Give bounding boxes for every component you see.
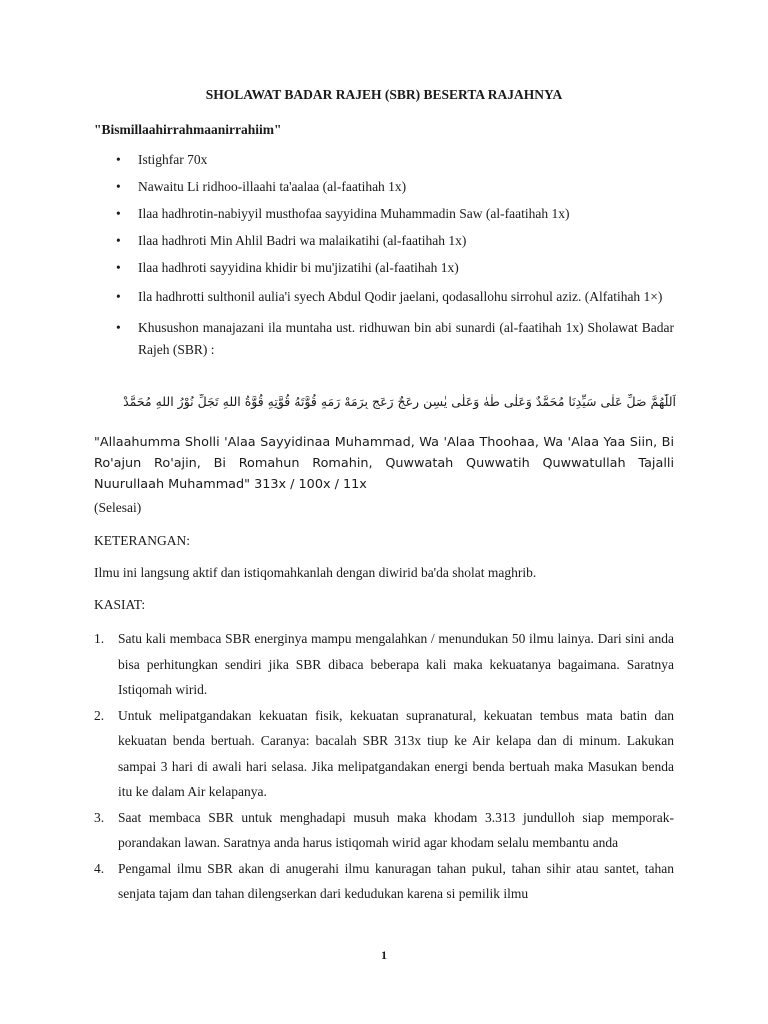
arabic-sholawat-text: اَللّٰهُمَّ صَلِّ عَلٰى سَيِّدِنَا مُحَمَّدٌ وَعَلٰى طٰهٰ وَعَلٰى يٰسِن رِعَجٌ رَعَجٍ بِرَمَهْ رَمَهٍ قُوَّتَهُ قُوَّتِهِ قُوَّةُ اللهِ تَجَلِّ نُوْرُ اللهِ مُحَمَّدْ <box>123 394 676 409</box>
bullet-icon: • <box>116 233 121 248</box>
item-number: 1. <box>94 631 105 646</box>
list-item <box>94 286 674 308</box>
bullet-icon: • <box>116 289 121 304</box>
bullet-icon: • <box>116 179 121 194</box>
list-item-text: Khusushon manajazani ila muntaha ust. ridhuwan bin abi sunardi (al-faatihah 1x) Sholawat Badar Rajeh (SBR) : <box>138 320 674 357</box>
list-item-text: Untuk melipatgandakan kekuatan fisik, kekuatan supranatural, kekuatan tembus mata batin dan kekuatan benda bertuah. Caranya: bacalah SBR 313x tiup ke Air kelapa dan di minum. Lakukan sampai 3 hari di awali hari selasa. Jika melipatgandakan energi benda bertuah maka Masukan benda itu ke dalam Air kelapanya. <box>118 707 674 799</box>
item-number: 3. <box>94 809 105 825</box>
list-item-text: Ila hadhrotti sulthonil aulia'i syech Abdul Qodir jaelani, qodasallohu sirrohul aziz. (Alfatihah 1×) <box>138 289 663 304</box>
selesai-text: (Selesai) <box>94 500 142 515</box>
transliteration-paragraph: "Allaahumma Sholli 'Alaa Sayyidinaa Muhammad, Wa 'Alaa Thoohaa, Wa 'Alaa Yaa Siin, Bi Ro'ajun Ro'ajin, Bi Romahun Romahin, Quwwatah Quwwatih Quwwatullah Tajalli Nuurullaah Muhammad" 313x / 100x / 11x <box>94 435 674 492</box>
list-item-text: Ilaa hadhroti sayyidina khidir bi mu'jizatihi (al-faatihah 1x) <box>138 260 459 275</box>
list-item-text: Satu kali membaca SBR energinya mampu mengalahkan / menundukan 50 ilmu lainya. Dari sini anda bisa perhitungkan sendiri jika SBR dibaca beberapa kali maka kekuatanya bagaimana. Saratnya Istiqomah wirid. <box>118 631 674 697</box>
list-item-text: Nawaitu Li ridhoo-illaahi ta'aalaa (al-faatihah 1x) <box>138 179 407 194</box>
list-item <box>94 805 674 856</box>
bullet-icon: • <box>116 320 121 335</box>
item-number: 4. <box>94 860 105 876</box>
list-item <box>94 626 674 703</box>
kasiat-list <box>94 626 674 907</box>
list-item <box>94 178 674 196</box>
keterangan-heading: KETERANGAN: <box>94 533 190 548</box>
page-number: 1 <box>381 948 387 962</box>
keterangan-text: Ilmu ini langsung aktif dan istiqomahkanlah dengan diwirid ba'da sholat maghrib. <box>94 565 537 580</box>
list-item <box>94 317 674 361</box>
kasiat-heading: KASIAT: <box>94 597 146 612</box>
item-number: 2. <box>94 707 105 723</box>
bismillah-line: "Bismillaahirrahmaanirrahiim" <box>94 122 282 137</box>
list-item-text: Istighfar 70x <box>138 152 208 167</box>
list-item <box>94 232 674 250</box>
list-item-text: Ilaa hadhrotin-nabiyyil musthofaa sayyidina Muhammadin Saw (al-faatihah 1x) <box>138 206 570 221</box>
list-item <box>94 259 674 277</box>
bullet-icon: • <box>116 260 121 275</box>
list-item <box>94 151 674 169</box>
list-item-text: Saat membaca SBR untuk menghadapi musuh maka khodam 3.313 jundulloh siap memporak-porandakan lawan. Saratnya anda harus istiqomah wirid agar khodam selalu membantu anda <box>118 809 674 850</box>
bullet-icon: • <box>116 206 121 221</box>
list-item <box>94 703 674 805</box>
list-item-text: Ilaa hadhroti Min Ahlil Badri wa malaikatihi (al-faatihah 1x) <box>138 233 467 248</box>
list-item <box>94 205 674 223</box>
bullet-icon: • <box>116 152 121 167</box>
document-title: SHOLAWAT BADAR RAJEH (SBR) BESERTA RAJAHNYA <box>205 87 563 102</box>
list-item <box>94 856 674 907</box>
list-item-text: Pengamal ilmu SBR akan di anugerahi ilmu kanuragan tahan pukul, tahan sihir atau santet, tahan senjata tajam dan tahan dilengserkan dari kedudukan karena si pemilik ilmu <box>118 860 674 901</box>
bullet-list <box>94 151 674 370</box>
